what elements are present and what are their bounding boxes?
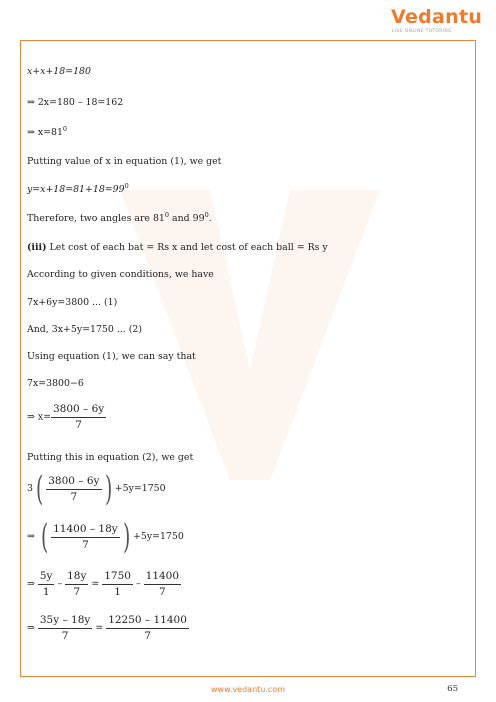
logo-wordmark: Vedantu: [391, 6, 483, 28]
text-line-therefore: Therefore, two angles are $81^0$ and $99^0$.: [27, 211, 212, 224]
footer-website-link[interactable]: www.vedantu.com: [211, 685, 285, 694]
fraction: $\frac{18y}{7}$: [67, 570, 87, 598]
page-number: 65: [447, 684, 458, 694]
text-line-conditions: According to given conditions, we have: [27, 269, 214, 280]
text-line-using-eq1: Using equation (1), we can say that: [27, 351, 196, 362]
equation-line-2: ⇒ 2x=180 – 18=162: [27, 97, 124, 108]
equation-line-y: $y=x+18=81+18=99^0$: [27, 182, 129, 195]
equation-line-3: ⇒ $x=81^0$: [27, 125, 68, 138]
fraction: $\frac{5y}{1}$: [39, 570, 53, 598]
fraction: $\frac{12250 - 11400}{7}$: [108, 614, 187, 642]
equation-2: And, 3x+5y=1750 ... (2): [27, 324, 143, 335]
equation-substituted: 3( $\frac{3800 - 6y}{7}$ ) +5y=1750: [27, 469, 166, 509]
fraction: $\frac{3800 - 6y}{7}$: [48, 474, 100, 503]
fraction: $\frac{11400}{7}$: [145, 570, 180, 598]
equation-combined: ⇒ $\frac{35y - 18y}{7}$ = $\frac{12250 - 11400}{7}$: [27, 614, 187, 642]
vedantu-logo: [391, 6, 483, 38]
text-line-putting-x: Putting value of x in equation (1), we get: [27, 156, 222, 167]
equation-rearranged: ⇒ $\frac{5y}{1}$ – $\frac{18y}{7}$ = $\frac{1750}{1}$ – $\frac{11400}{7}$: [27, 570, 180, 598]
fraction: $\frac{35y - 18y}{7}$: [39, 614, 91, 642]
equation-expanded: ⇒ ( $\frac{11400 - 18y}{7}$ ) +5y=1750: [27, 517, 184, 557]
equation-line-1: x+x+18=180: [27, 66, 91, 77]
equation-1: 7x+6y=3800 ... (1): [27, 297, 118, 308]
fraction: $\frac{11400 - 18y}{7}$: [53, 522, 118, 551]
logo-tagline: LIVE ONLINE TUTORING: [392, 29, 452, 34]
fraction: $\frac{1750}{1}$: [104, 570, 131, 598]
fraction: $\frac{3800 - 6y}{7}$: [52, 403, 105, 431]
text-line-part-iii: (iii) Let cost of each bat = Rs x and let cost of each ball = Rs y: [27, 242, 328, 253]
equation-x-fraction: ⇒ x= $\frac{3800 - 6y}{7}$: [27, 403, 105, 431]
equation-line-7x: 7x=3800−6: [27, 378, 84, 389]
text-line-substitute: Putting this in equation (2), we get: [27, 452, 194, 463]
